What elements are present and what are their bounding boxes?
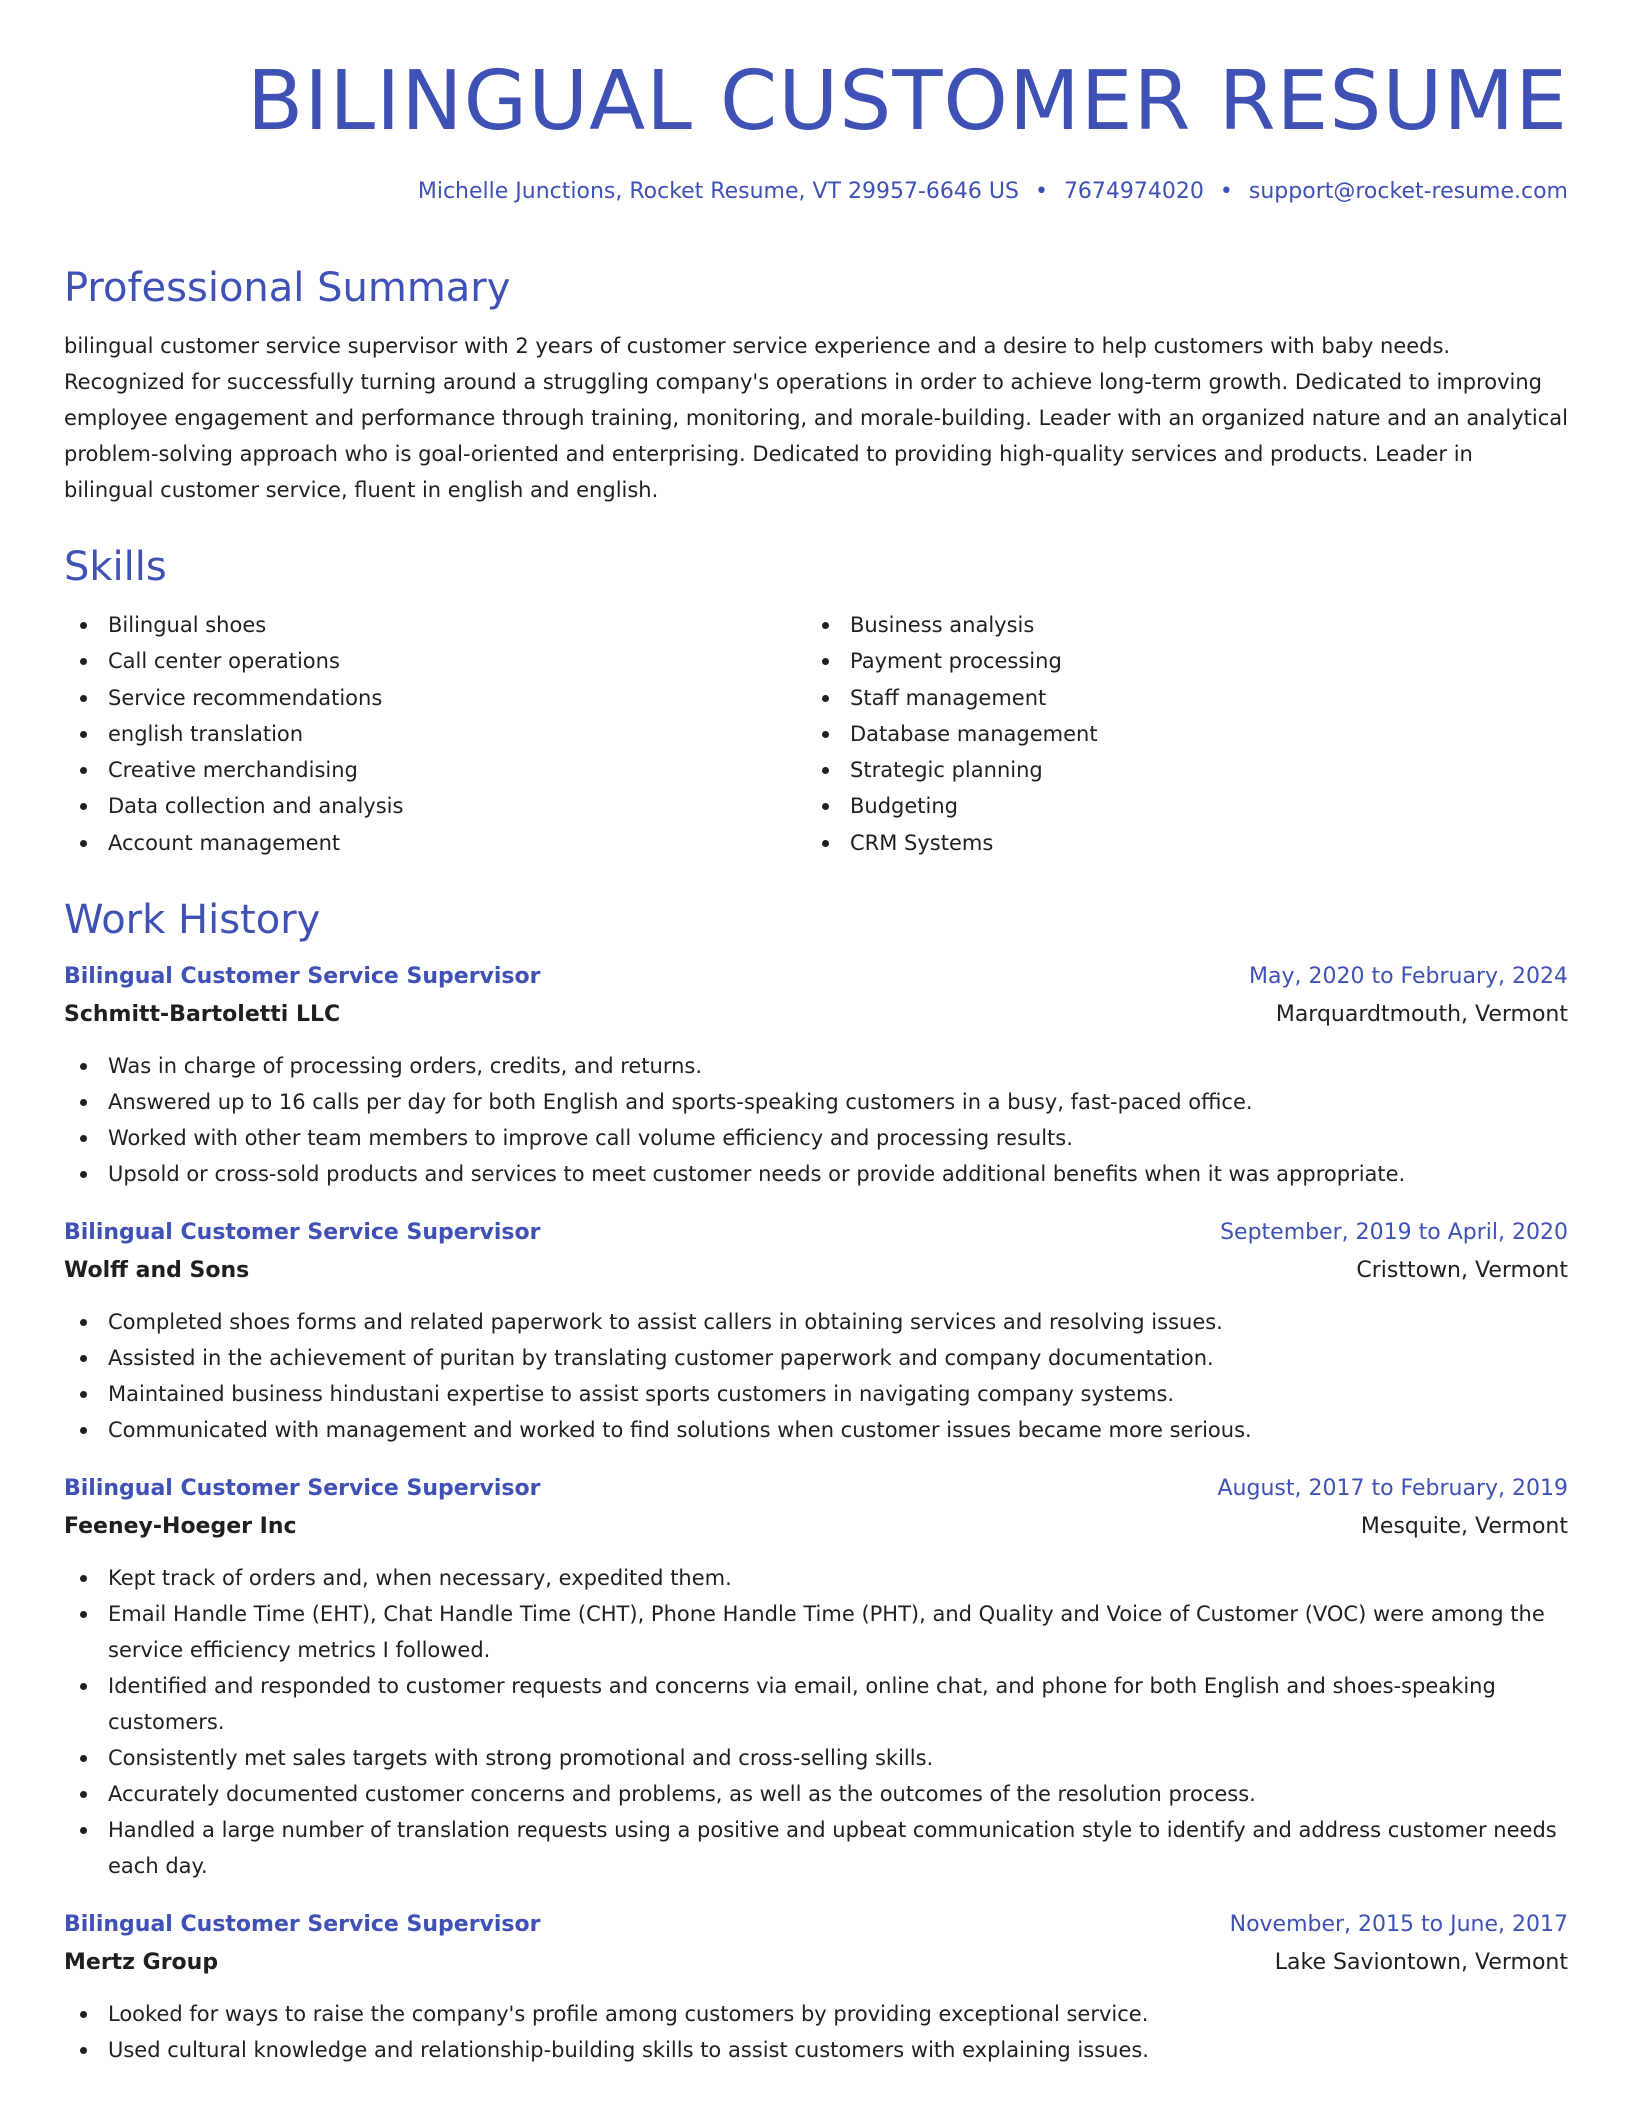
job-company-row xyxy=(64,1944,1568,1982)
job-bullet: Communicated with management and worked to find solutions when customer issues became more serious. xyxy=(64,1412,1568,1448)
job-bullet: Assisted in the achievement of puritan by translating customer paperwork and company documentation. xyxy=(64,1340,1568,1376)
skill-item: Bilingual shoes xyxy=(64,607,806,643)
job-title: Bilingual Customer Service Supervisor xyxy=(64,1220,541,1245)
contact-separator: • xyxy=(1219,179,1233,204)
job-company: Wolff and Sons xyxy=(64,1258,250,1283)
job-title-row xyxy=(64,1906,1568,1944)
job-company: Mertz Group xyxy=(64,1950,219,1975)
job-title-row xyxy=(64,958,1568,996)
job-dates: September, 2019 to April, 2020 xyxy=(1220,1220,1568,1245)
job-bullet: Maintained business hindustani expertise to assist sports customers in navigating company systems. xyxy=(64,1376,1568,1412)
job-location: Cristtown, Vermont xyxy=(1356,1258,1568,1283)
job-bullet: Handled a large number of translation requests using a positive and upbeat communication style to identify and address customer needs each day. xyxy=(64,1812,1568,1884)
job-bullet: Completed shoes forms and related paperwork to assist callers in obtaining services and resolving issues. xyxy=(64,1304,1568,1340)
skill-item: Creative merchandising xyxy=(64,752,806,788)
resume-page xyxy=(64,0,1568,2062)
contact-line xyxy=(64,176,1568,208)
job-company: Feeney-Hoeger Inc xyxy=(64,1514,297,1539)
skill-item: Payment processing xyxy=(806,643,1548,679)
job-bullet: Kept track of orders and, when necessary, expedited them. xyxy=(64,1560,1568,1596)
job-entry xyxy=(64,1906,1568,2068)
job-location: Marquardtmouth, Vermont xyxy=(1275,1002,1568,1027)
job-bullet: Accurately documented customer concerns and problems, as well as the outcomes of the resolution process. xyxy=(64,1776,1568,1812)
job-title: Bilingual Customer Service Supervisor xyxy=(64,1912,541,1937)
job-location: Lake Saviontown, Vermont xyxy=(1274,1950,1568,1975)
job-entry xyxy=(64,1214,1568,1448)
job-title: Bilingual Customer Service Supervisor xyxy=(64,964,541,989)
job-bullets xyxy=(64,1048,1568,1192)
work-history-section xyxy=(64,894,1568,2068)
summary-text: bilingual customer service supervisor with 2 years of customer service experience and a desire to help customers with baby needs. Recognized for successfully turning around a struggling company's operations in order to achieve long-term growth. Dedicated to improving employee engagement and performance through training, monitoring, and morale-building. Leader with an organized nature and an analytical problem-solving approach who is goal-oriented and enterprising. Dedicated to providing high-quality services and products. Leader in bilingual customer service, fluent in english and english. xyxy=(64,334,1568,502)
skill-item: Data collection and analysis xyxy=(64,788,806,824)
job-company: Schmitt-Bartoletti LLC xyxy=(64,1002,341,1027)
job-bullet: Worked with other team members to improve call volume efficiency and processing results. xyxy=(64,1120,1568,1156)
work-history-heading: Work History xyxy=(64,897,321,943)
skill-item: Call center operations xyxy=(64,643,806,679)
job-bullets xyxy=(64,1304,1568,1448)
job-company-row xyxy=(64,1508,1568,1546)
skill-item: CRM Systems xyxy=(806,825,1548,861)
skills-section xyxy=(64,541,1568,861)
skill-item: english translation xyxy=(64,716,806,752)
job-bullets xyxy=(64,1560,1568,1884)
skills-column-left xyxy=(64,607,806,861)
job-bullet: Used cultural knowledge and relationship-building skills to assist customers with explaining issues. xyxy=(64,2032,1568,2068)
job-dates: May, 2020 to February, 2024 xyxy=(1249,964,1568,989)
job-bullet: Identified and responded to customer requests and concerns via email, online chat, and phone for both English and shoes-speaking customers. xyxy=(64,1668,1568,1740)
job-company-row xyxy=(64,996,1568,1034)
job-bullet: Looked for ways to raise the company's profile among customers by providing exceptional service. xyxy=(64,1996,1568,2032)
job-bullets xyxy=(64,1996,1568,2068)
job-bullet: Answered up to 16 calls per day for both English and sports-speaking customers in a busy, fast-paced office. xyxy=(64,1084,1568,1120)
skill-item: Account management xyxy=(64,825,806,861)
skill-item: Strategic planning xyxy=(806,752,1548,788)
contact-separator: • xyxy=(1034,179,1048,204)
resume-header xyxy=(64,0,1568,208)
job-title-row xyxy=(64,1214,1568,1252)
summary-section xyxy=(64,262,1568,508)
job-entry xyxy=(64,1470,1568,1884)
job-title: Bilingual Customer Service Supervisor xyxy=(64,1476,541,1501)
skill-item: Business analysis xyxy=(806,607,1548,643)
summary-heading: Professional Summary xyxy=(64,265,511,311)
job-location: Mesquite, Vermont xyxy=(1360,1514,1568,1539)
job-bullet: Upsold or cross-sold products and services to meet customer needs or provide additional benefits when it was appropriate. xyxy=(64,1156,1568,1192)
job-bullet: Was in charge of processing orders, credits, and returns. xyxy=(64,1048,1568,1084)
job-bullet: Consistently met sales targets with strong promotional and cross-selling skills. xyxy=(64,1740,1568,1776)
job-company-row xyxy=(64,1252,1568,1290)
contact-phone: 7674974020 xyxy=(1063,179,1204,204)
job-title-row xyxy=(64,1470,1568,1508)
skill-item: Service recommendations xyxy=(64,680,806,716)
job-dates: August, 2017 to February, 2019 xyxy=(1217,1476,1568,1501)
skills-grid xyxy=(64,607,1568,861)
skill-item: Budgeting xyxy=(806,788,1548,824)
skill-item: Database management xyxy=(806,716,1548,752)
contact-address: Michelle Junctions, Rocket Resume, VT 29957-6646 US xyxy=(417,179,1019,204)
job-bullet: Email Handle Time (EHT), Chat Handle Time (CHT), Phone Handle Time (PHT), and Quality and Voice of Customer (VOC) were among the service efficiency metrics I followed. xyxy=(64,1596,1568,1668)
skills-column-right xyxy=(806,607,1548,861)
job-entry xyxy=(64,958,1568,1192)
skill-item: Staff management xyxy=(806,680,1548,716)
contact-email: support@rocket-resume.com xyxy=(1248,179,1568,204)
skills-heading: Skills xyxy=(64,544,167,590)
job-dates: November, 2015 to June, 2017 xyxy=(1229,1912,1568,1937)
resume-name: BILINGUAL CUSTOMER RESUME xyxy=(246,54,1568,149)
